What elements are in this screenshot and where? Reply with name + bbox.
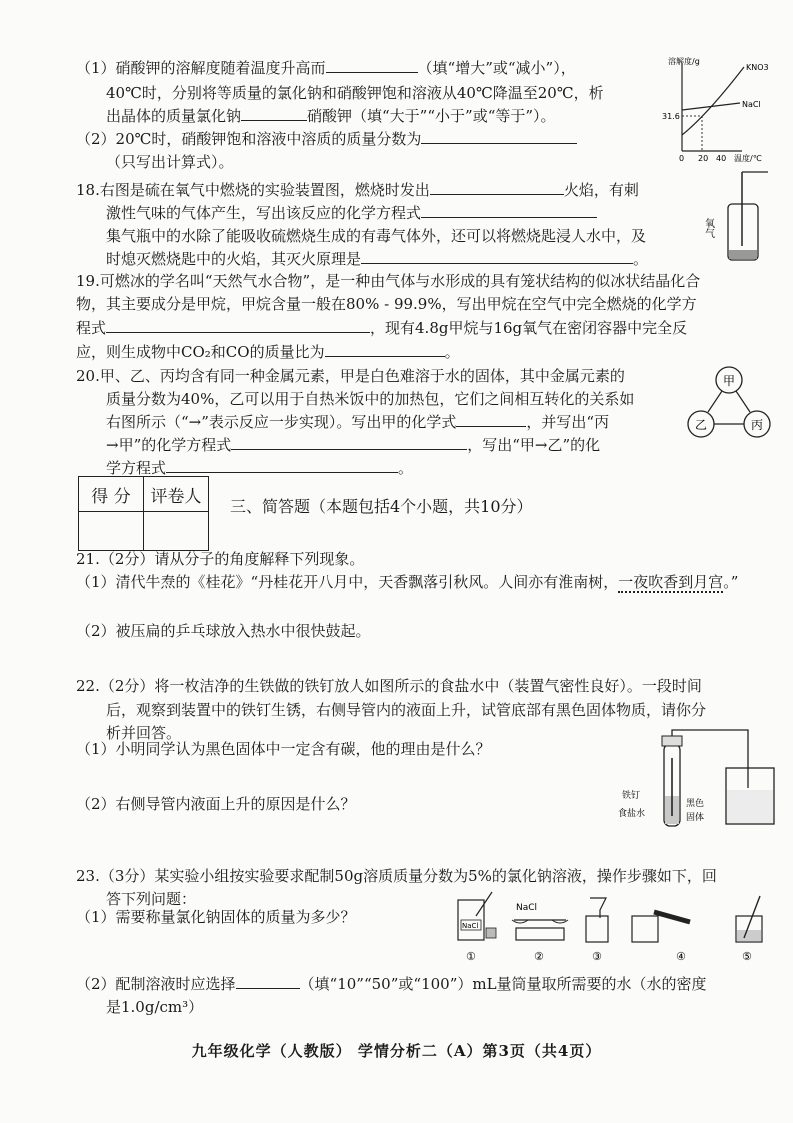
step1-cap: [486, 928, 496, 938]
q19-text-e: 应，则生成物中CO₂和CO的质量比为: [76, 343, 325, 361]
q20-text-e: →甲”的化学方程式: [106, 436, 232, 454]
q20-answer-blank-1[interactable]: [456, 412, 526, 427]
q18-line1: [76, 180, 639, 200]
grader-cell[interactable]: [144, 512, 209, 551]
q19-text-b: 物，其主要成分是甲烷，甲烷含量一般在80% - 99.9%，写出甲烷在空气中完全燃烧的化学方: [76, 295, 697, 313]
q17-part1-line1: [76, 58, 576, 78]
connecting-tube: [672, 730, 748, 788]
graph-xlabel: 温度/℃: [734, 154, 762, 163]
q23-part1: （1）需要称量氯化钠固体的质量为多少？: [76, 908, 356, 926]
step-number-3: ③: [592, 950, 602, 963]
q21-p1-emphasis: 一夜吹香到月宫: [618, 573, 724, 591]
q23-line1: 23.（3分）某实验小组按实验要求配制50g溶质质量分数为5%的氯化钠溶液，操作步骤如下，回: [76, 867, 717, 885]
q22-part1: （1）小明同学认为黑色固体中一定含有碳，他的理由是什么？: [76, 740, 491, 758]
q19-line1: [76, 271, 700, 291]
graph-nacl-curve: [682, 103, 740, 110]
graph-xtick-0: 0: [679, 154, 685, 163]
q19-line3: [76, 318, 687, 338]
graph-ylabel: 溶解度/g: [668, 57, 700, 66]
label-black-2: 固体: [686, 813, 705, 823]
score-cell[interactable]: [79, 512, 144, 551]
q18-answer-blank-1[interactable]: [430, 180, 564, 195]
q19-text-a: 19.可燃冰的学名叫“天然气水合物”，是一种由气体与水形成的具有笼状结构的似冰状结晶化合: [76, 272, 701, 290]
q17-part2-line1: [76, 129, 577, 149]
page-footer: 九年级化学（人教版） 学情分析二（A）第3页（共4页）: [191, 1042, 602, 1060]
step2-nacl-label: NaCl: [516, 903, 538, 913]
q17-answer-blank-1[interactable]: [326, 58, 418, 73]
graph-ytick-31.6: 31.6: [662, 112, 680, 121]
q20-line4: [106, 435, 600, 455]
q21-part2: （2）被压扁的乒乓球放入热水中很快鼓起。: [76, 622, 371, 640]
q20-relation-diagram: [686, 364, 772, 440]
step4-cylinder: [654, 912, 690, 922]
q20-text-d: ，并写出“丙: [526, 413, 610, 431]
q22-line2: 后，观察到装置中的铁钉生锈，右侧导管内的液面上升，试管底部有黑色固体物质，请你分: [106, 701, 707, 719]
label-salt-water: 食盐水: [618, 809, 646, 819]
q21-part1: [76, 572, 738, 592]
q23-part2-line1: [76, 974, 707, 994]
step2-base: [516, 928, 564, 940]
score-header: 得 分: [79, 477, 144, 512]
q18-line3: [106, 226, 646, 246]
q20-line1: [76, 366, 625, 386]
q21-p1-text-c: 。”: [723, 573, 739, 591]
q19-answer-blank-2[interactable]: [325, 342, 445, 357]
q17-p1-text-b: （填“增大”或“减小”），: [417, 59, 576, 77]
q17-p1-text-a: （1）硝酸钾的溶解度随着温度升高而: [76, 59, 326, 77]
q21-p1-text-a: （1）清代牛焘的《桂花》“丹桂花开八月中，天香飘落引秋风。人间亦有淮南树，: [76, 573, 619, 591]
stopper: [662, 736, 682, 746]
q17-p1-text-e: 硝酸钾（填“大于”“小于”或“等于”）。: [307, 107, 556, 125]
q23-p2-text-a: （2）配制溶液时应选择: [76, 975, 236, 993]
q19-text-d: ，现有4.8g甲烷与16g氧气在密闭容器中完全反: [370, 319, 688, 337]
q20-answer-blank-2[interactable]: [231, 435, 467, 450]
graph-kno3-label: KNO3: [746, 63, 769, 72]
q22-line3: 析并回答。: [106, 724, 182, 742]
q19-line2: [76, 294, 697, 314]
q23-p2-text-b: （填“10”“50”或“100”）mL量筒量取所需要的水（水的密度: [299, 975, 707, 993]
step4-beaker: [632, 916, 658, 942]
step5-liquid: [737, 930, 761, 941]
q17-p2-text-b: （只写出计算式）。: [106, 153, 234, 171]
graph-kno3-curve: [682, 67, 744, 135]
label-nail: 铁钉: [622, 791, 641, 801]
step-number-2: ②: [534, 950, 544, 963]
solubility-graph: [662, 55, 780, 165]
q20-line2: [106, 389, 634, 409]
q17-answer-blank-3[interactable]: [421, 129, 577, 144]
q18-text-a: 18.右图是硫在氧气中燃烧的实验装置图，燃烧时发出: [76, 181, 430, 199]
q18-text-d: 集气瓶中的水除了能吸收硫燃烧生成的有毒气体外，还可以将燃烧匙浸人水中，及: [106, 227, 647, 245]
graph-nacl-label: NaCl: [742, 100, 761, 109]
step-number-5: ⑤: [742, 950, 752, 963]
q17-p1-text-c: 40℃时，分别将等质量的氯化钠和硝酸钾饱和溶液从40℃降温至20℃，析: [106, 84, 604, 102]
label-black-1: 黑色: [686, 799, 705, 809]
step-number-4: ④: [676, 950, 686, 963]
q17-part2-line2: [106, 152, 234, 172]
q17-p2-text-a: （2）20℃时，硝酸钾饱和溶液中溶质的质量分数为: [76, 130, 422, 148]
q18-line4: [106, 249, 648, 269]
grader-header: 评卷人: [144, 477, 209, 512]
graph-xtick-40: 40: [716, 154, 727, 163]
q17-part1-line2: [106, 83, 604, 103]
nail-rust-apparatus: [618, 728, 784, 830]
sulfur-burning-apparatus: [704, 168, 784, 268]
q20-text-g: 学方程式: [106, 459, 167, 477]
q23-part2-line2: 是1.0g/cm³）: [106, 998, 204, 1016]
q20-text-c: 右图所示（“→”表示反应一步实现）。写出甲的化学式: [106, 413, 457, 431]
step3-funnel: [590, 898, 606, 918]
node-yi-label: 乙: [695, 418, 708, 432]
solution-prep-steps: [450, 890, 780, 966]
q23-answer-blank-1[interactable]: [236, 974, 300, 989]
q18-answer-blank-2[interactable]: [421, 203, 597, 218]
q19-answer-blank-1[interactable]: [106, 318, 370, 333]
oxygen-label: 氧气: [702, 218, 714, 238]
q23-line2: 答下列问题：: [106, 890, 197, 908]
q18-text-f: 。: [633, 250, 649, 268]
q20-line5: [106, 458, 413, 478]
q19-text-f: 。: [444, 343, 460, 361]
arrow-jia-yi: [708, 391, 722, 412]
graph-xtick-20: 20: [698, 154, 709, 163]
q20-text-b: 质量分数为40%，乙可以用于自热米饭中的加热包，它们之间相互转化的关系如: [106, 390, 635, 408]
q20-text-h: 。: [398, 459, 414, 477]
q19-text-c: 程式: [76, 319, 107, 337]
step1-bottle-label: NaCl: [462, 922, 479, 930]
q17-part1-line3: [106, 106, 556, 126]
q22-part2: （2）右侧导管内液面上升的原因是什么？: [76, 795, 356, 813]
step3-beaker: [586, 916, 608, 942]
q18-answer-blank-3[interactable]: [361, 249, 633, 264]
step-number-1: ①: [466, 950, 476, 963]
node-jia-label: 甲: [723, 374, 736, 388]
section3-title: 三、简答题（本题包括4个小题，共10分）: [230, 497, 533, 516]
q18-text-e: 时熄灭燃烧匙中的火焰，其灭火原理是: [106, 250, 362, 268]
q20-line3: [106, 412, 609, 432]
q20-answer-blank-3[interactable]: [166, 458, 398, 473]
q18-text-c: 激性气味的气体产生，写出该反应的化学方程式: [106, 204, 422, 222]
q18-text-b: 火焰，有刺: [563, 181, 639, 199]
score-table: [78, 476, 209, 551]
arrow-bing-jia: [736, 391, 750, 412]
q17-answer-blank-2[interactable]: [241, 106, 307, 121]
node-bing-label: 丙: [751, 418, 764, 432]
q19-line4: [76, 342, 460, 362]
q22-line1: 22.（2分）将一枚洁净的生铁做的铁钉放人如图所示的食盐水中（装置气密性良好）。一段时间: [76, 677, 702, 695]
bottle-water: [729, 250, 757, 259]
q18-line2: [106, 203, 597, 223]
q21-title: 21.（2分）请从分子的角度解释下列现象。: [76, 550, 365, 568]
q17-p1-text-d: 出晶体的质量氯化钠: [106, 107, 242, 125]
q20-text-f: ，写出“甲→乙”的化: [467, 436, 601, 454]
q20-text-a: 20.甲、乙、丙均含有同一种金属元素，甲是白色难溶于水的固体，其中金属元素的: [76, 367, 625, 385]
beaker-water: [727, 790, 773, 823]
